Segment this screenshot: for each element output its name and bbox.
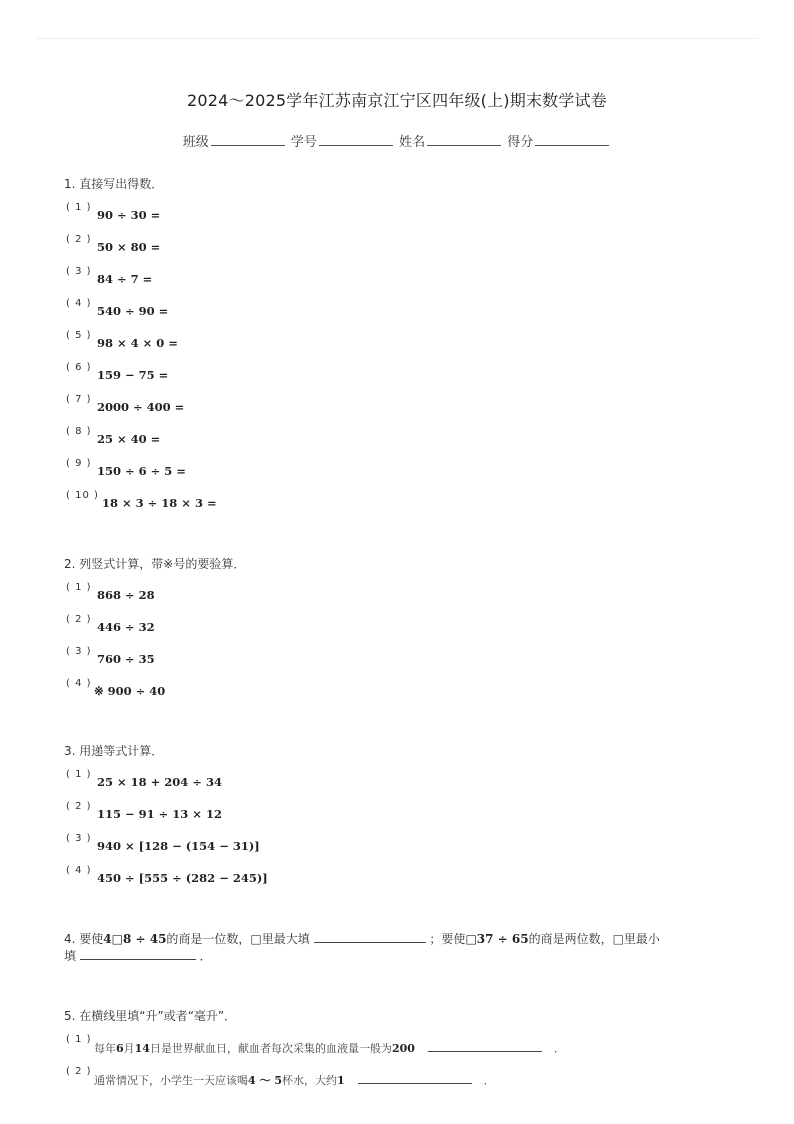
q4-expression-a: 4□8 ÷ 45 [103, 932, 167, 946]
q5-item-2-text [94, 1072, 495, 1088]
item-number: ( 5 ) [66, 330, 92, 341]
item-number: ( 7 ) [66, 394, 92, 405]
q5-answer-blank-1[interactable] [428, 1041, 542, 1052]
question-1-heading: 1. 直接写出得数． [64, 177, 164, 191]
item-expression: 940 × [128 − (154 − 31)] [97, 839, 260, 853]
score-label: 得分 [507, 135, 534, 150]
q5-number: 6 [116, 1042, 124, 1055]
item-number: ( 2 ) [66, 234, 92, 245]
q5-number: 4 ～ 5 [248, 1074, 282, 1087]
item-number: ( 10 ) [66, 490, 99, 501]
item-number: ( 1 ) [66, 769, 92, 780]
item-expression: 18 × 3 ÷ 18 × 3 = [102, 496, 217, 510]
item-number: ( 4 ) [66, 865, 92, 876]
q4-text: ；要使 [429, 932, 466, 946]
item-number: ( 3 ) [66, 646, 92, 657]
name-label: 姓名 [399, 135, 426, 150]
item-number: ( 8 ) [66, 426, 92, 437]
id-label: 学号 [290, 135, 317, 150]
item-expression: 90 ÷ 30 = [97, 208, 161, 222]
q5-number: 14 [134, 1042, 150, 1055]
q5-end-mark: ． [483, 1074, 495, 1087]
item-number: ( 4 ) [66, 678, 92, 689]
q5-number: 1 [336, 1074, 345, 1087]
id-blank[interactable] [319, 134, 393, 146]
q5-text: 杯水，大约 [281, 1074, 337, 1087]
item-expression: 98 × 4 × 0 = [97, 336, 178, 350]
item-expression: 868 ÷ 28 [97, 588, 155, 602]
q5-text: 月 [123, 1042, 135, 1055]
class-label: 班级 [182, 135, 209, 150]
q4-text: 的商是两位数，□里最小 [528, 932, 660, 946]
student-info-row [0, 131, 794, 150]
item-number: ( 3 ) [66, 833, 92, 844]
item-expression: 446 ÷ 32 [97, 620, 155, 634]
q5-text: 每年 [94, 1042, 116, 1055]
item-number: ( 2 ) [66, 1066, 92, 1077]
question-2-heading: 2. 列竖式计算，带※号的要验算． [64, 557, 246, 571]
item-expression: 540 ÷ 90 = [97, 304, 169, 318]
item-expression: 2000 ÷ 400 = [97, 400, 185, 414]
item-number: ( 1 ) [66, 202, 92, 213]
item-number: ( 2 ) [66, 614, 92, 625]
q5-number: 200 [391, 1042, 415, 1055]
q4-text: 4. 要使 [64, 932, 104, 946]
item-expression: 159 − 75 = [97, 368, 169, 382]
class-blank[interactable] [211, 134, 285, 146]
q5-end-mark: ． [553, 1042, 565, 1055]
q4-text: ． [199, 949, 212, 963]
item-expression: ※ 900 ÷ 40 [94, 684, 166, 698]
item-expression: 760 ÷ 35 [97, 652, 155, 666]
q4-expression-b: □37 ÷ 65 [465, 932, 529, 946]
item-expression: 25 × 18 + 204 ÷ 34 [97, 775, 222, 789]
item-expression: 115 − 91 ÷ 13 × 12 [97, 807, 222, 821]
q4-text: 填 [64, 949, 77, 963]
q5-item-1-text [94, 1040, 565, 1056]
item-expression: 84 ÷ 7 = [97, 272, 153, 286]
item-number: ( 6 ) [66, 362, 92, 373]
question-3-heading: 3. 用递等式计算． [64, 744, 164, 758]
question-4-line-1 [64, 930, 660, 947]
name-blank[interactable] [427, 134, 501, 146]
q4-answer-blank-1[interactable] [314, 932, 426, 943]
q5-text: 通常情况下，小学生一天应该喝 [94, 1074, 248, 1087]
item-number: ( 3 ) [66, 266, 92, 277]
top-divider [36, 38, 758, 39]
item-number: ( 4 ) [66, 298, 92, 309]
item-expression: 50 × 80 = [97, 240, 161, 254]
question-4-line-2 [64, 947, 212, 964]
item-expression: 150 ÷ 6 ÷ 5 = [97, 464, 186, 478]
question-5-heading: 5. 在横线里填“升”或者“毫升”． [64, 1009, 237, 1023]
q5-answer-blank-2[interactable] [358, 1073, 472, 1084]
q4-text: 的商是一位数，□里最大填 [166, 932, 310, 946]
item-number: ( 1 ) [66, 1034, 92, 1045]
q4-answer-blank-2[interactable] [80, 949, 196, 960]
q5-text: 日是世界献血日，献血者每次采集的血液量一般为 [149, 1042, 392, 1055]
item-expression: 25 × 40 = [97, 432, 161, 446]
page-title: 2024～2025学年江苏南京江宁区四年级(上)期末数学试卷 [187, 91, 607, 110]
item-expression: 450 ÷ [555 ÷ (282 − 245)] [97, 871, 268, 885]
item-number: ( 9 ) [66, 458, 92, 469]
item-number: ( 1 ) [66, 582, 92, 593]
score-blank[interactable] [535, 134, 609, 146]
item-number: ( 2 ) [66, 801, 92, 812]
